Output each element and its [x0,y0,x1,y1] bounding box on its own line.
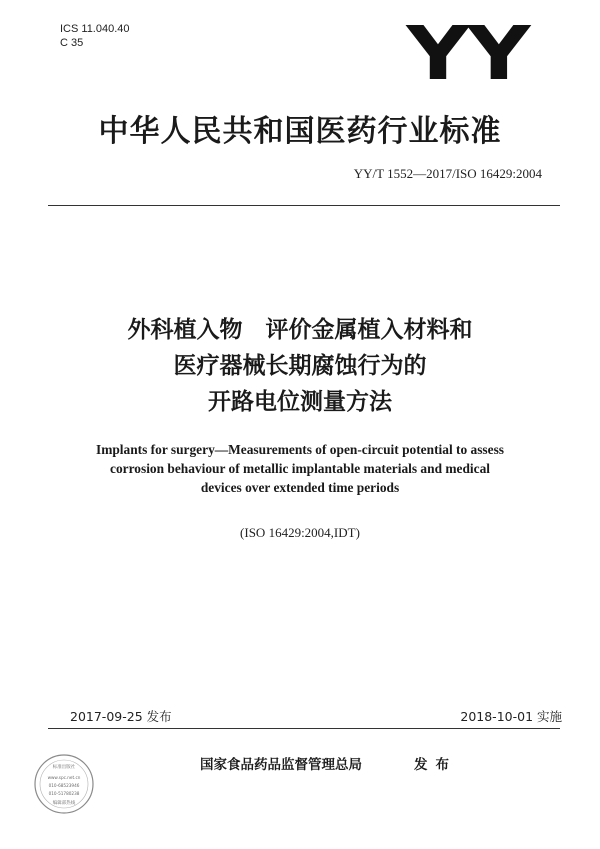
stamp-line: 010-68523946 [48,783,80,788]
stamp-line: 010-51780238 [48,791,80,796]
publisher-stamp [32,752,96,816]
stamp-line: www.spc.net.cn [47,775,81,780]
english-title-line: Implants for surgery—Measurements of open-circuit potential to assess [95,442,504,457]
implement-date: 2018-10-01 实施 [460,709,562,724]
standard-category-title: 中华人民共和国医药行业标准 [98,114,502,149]
yy-logo: YY [406,11,528,97]
chinese-title-line: 开路电位测量方法 [208,389,392,415]
chinese-title-line: 外科植入物 评价金属植入材料和 [127,317,473,343]
stamp-graphic [32,752,96,816]
publish-date: 2017-09-25 发布 [70,709,172,724]
english-title-line: corrosion behaviour of metallic implantable materials and medical [110,461,490,476]
issue-label: 发布 [414,757,457,773]
chinese-title-line: 医疗器械长期腐蚀行为的 [173,353,427,379]
chinese-title [0,312,600,420]
ccs-code: C 35 [60,37,84,49]
standard-number: YY/T 1552—2017/ISO 16429:2004 [353,166,542,181]
ics-code-block [60,22,130,50]
english-title [40,440,560,497]
bottom-divider [48,728,560,729]
issuing-authority: 国家食品药品监督管理总局 [200,757,362,773]
english-title-line: devices over extended time periods [200,480,400,495]
top-divider [48,205,560,206]
stamp-line: 标准出版社 [52,765,76,770]
stamp-line: 编辑部热线 [52,801,76,806]
ics-code: ICS 11.040.40 [60,23,130,35]
iso-equivalence: (ISO 16429:2004,IDT) [240,525,360,540]
